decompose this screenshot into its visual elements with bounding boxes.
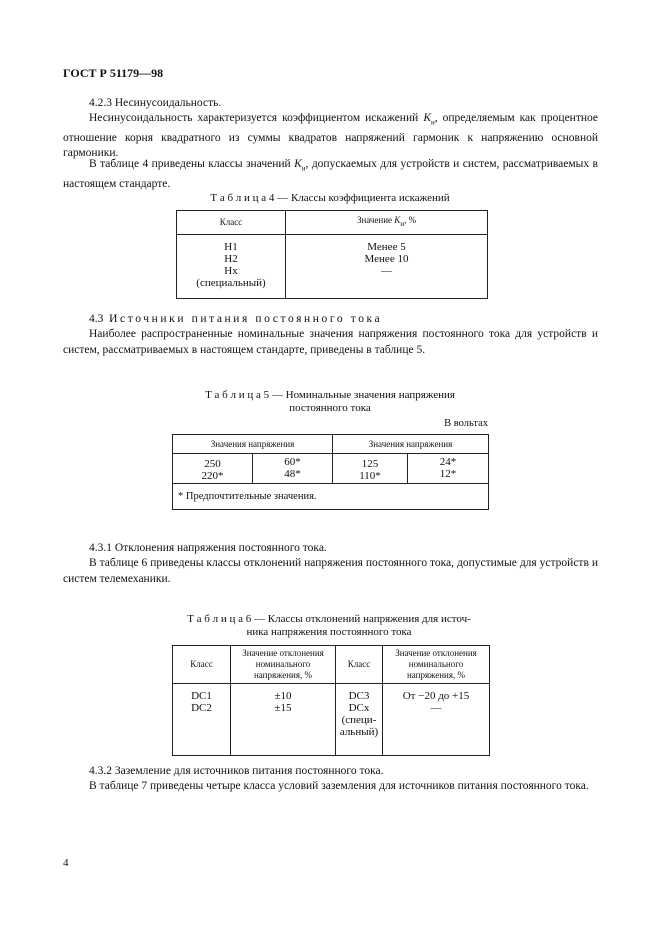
table-4-values-cell [286, 235, 488, 299]
table-5-col-1 [173, 454, 253, 484]
table-4-header-value: Значение $K_и$, % [286, 211, 488, 235]
table-5-value: 250 [204, 458, 221, 470]
table-5-value: 12* [439, 468, 457, 480]
table-5-unit: В вольтах [444, 418, 488, 429]
table-5-value: 60* [284, 456, 301, 468]
table-6-value: — [430, 702, 442, 714]
section-4-3-1-paragraph: В таблице 6 приведены классы отклонений напряжения постоянного тока, допустимые для устройств и систем телемеханики. [63, 557, 598, 585]
section-4-3-2-heading: 4.3.2 Заземление для источников питания постоянного тока. [89, 765, 384, 777]
table-4-class: H2 [224, 253, 238, 265]
table-4-header-class: Класс [177, 211, 286, 235]
table-4-class: Hx [224, 265, 238, 277]
table-5-col-4 [408, 454, 489, 484]
table-4-classes-cell [177, 235, 286, 299]
section-4-3-heading: 4.3 Источники питания постоянного тока [89, 313, 383, 325]
table-6-value: ±15 [274, 702, 292, 714]
table-5-value: 110* [359, 470, 381, 482]
section-4-2-3-paragraph-1: Несинусоидальность характеризуется коэффициентом искажений $K_и$, определяемым как процентное отношение корня квадратного из суммы квадратов напряжений гармоник к напряжению основной гармоники. [63, 112, 599, 160]
table-6-class: DC1 [191, 690, 212, 702]
page-header: ГОСТ Р 51179—98 [63, 66, 164, 80]
table-4-value: — [381, 265, 392, 277]
table-6-class: альный) [339, 726, 379, 738]
table-6-class: (специ- [341, 714, 377, 726]
table-6-header-value-2: Значение отклонения номинального напряжения, % [383, 646, 490, 684]
table-6-value: От −20 до +15 [402, 690, 470, 702]
table-5-footnote: * Предпочтительные значения. [173, 484, 489, 510]
table-5 [172, 434, 489, 510]
table-4-class: H1 [224, 241, 238, 253]
table-5-caption-line-2: постоянного тока [289, 402, 371, 414]
table-5-col-3 [333, 454, 408, 484]
table-4-value: Менее 5 [367, 241, 406, 253]
table-5-col-2 [253, 454, 333, 484]
table-6-class: DCx [348, 702, 370, 714]
table-4-caption: Т а б л и ц а 4 — Классы коэффициента искажений [210, 192, 450, 204]
table-6-values-1 [231, 684, 336, 756]
section-4-3-1-heading: 4.3.1 Отклонения напряжения постоянного тока. [89, 542, 327, 554]
section-4-3-2-paragraph: В таблице 7 приведены четыре класса условий заземления для источников питания постоянного тока. [89, 780, 589, 792]
table-6 [172, 645, 490, 756]
table-6-header-class-2: Класс [336, 646, 383, 684]
table-5-caption [170, 389, 490, 415]
page-number: 4 [63, 857, 69, 869]
table-5-header-right: Значения напряжения [333, 435, 489, 454]
table-5-value: 125 [361, 458, 379, 470]
section-4-2-3-paragraph-2: В таблице 4 приведены классы значений $K_и$, допускаемых для устройств и систем, рассматриваемых в настоящем стандарте. [63, 158, 598, 190]
section-4-2-3-heading: 4.2.3 Несинусоидальность. [89, 97, 222, 109]
table-6-caption-line-2: ника напряжения постоянного тока [246, 626, 412, 638]
table-6-classes-1 [173, 684, 231, 756]
table-6-value: ±10 [274, 690, 292, 702]
table-5-header-left: Значения напряжения [173, 435, 333, 454]
section-4-3-paragraph: Наиболее распространенные номинальные значения напряжения постоянного тока для устройств и систем, рассматриваемых в настоящем стандарте, приведены в таблице 5. [63, 328, 598, 356]
table-5-caption-line-1: Т а б л и ц а 5 — Номинальные значения напряжения [205, 389, 455, 401]
table-6-caption-line-1: Т а б л и ц а 6 — Классы отклонений напряжения для источ- [187, 613, 471, 625]
table-6-classes-2 [336, 684, 383, 756]
table-6-class: DC3 [348, 690, 370, 702]
table-4-value: Менее 10 [364, 253, 409, 265]
table-5-value: 220* [201, 470, 224, 482]
table-5-value: 24* [439, 456, 457, 468]
table-6-class: DC2 [191, 702, 212, 714]
table-6-header-class-1: Класс [173, 646, 231, 684]
table-6-values-2 [383, 684, 490, 756]
table-6-header-value-1: Значение отклонения номинального напряжения, % [231, 646, 336, 684]
table-5-value: 48* [284, 468, 301, 480]
table-4 [176, 210, 488, 299]
table-4-class: (специальный) [196, 277, 266, 289]
table-6-caption [164, 613, 494, 639]
